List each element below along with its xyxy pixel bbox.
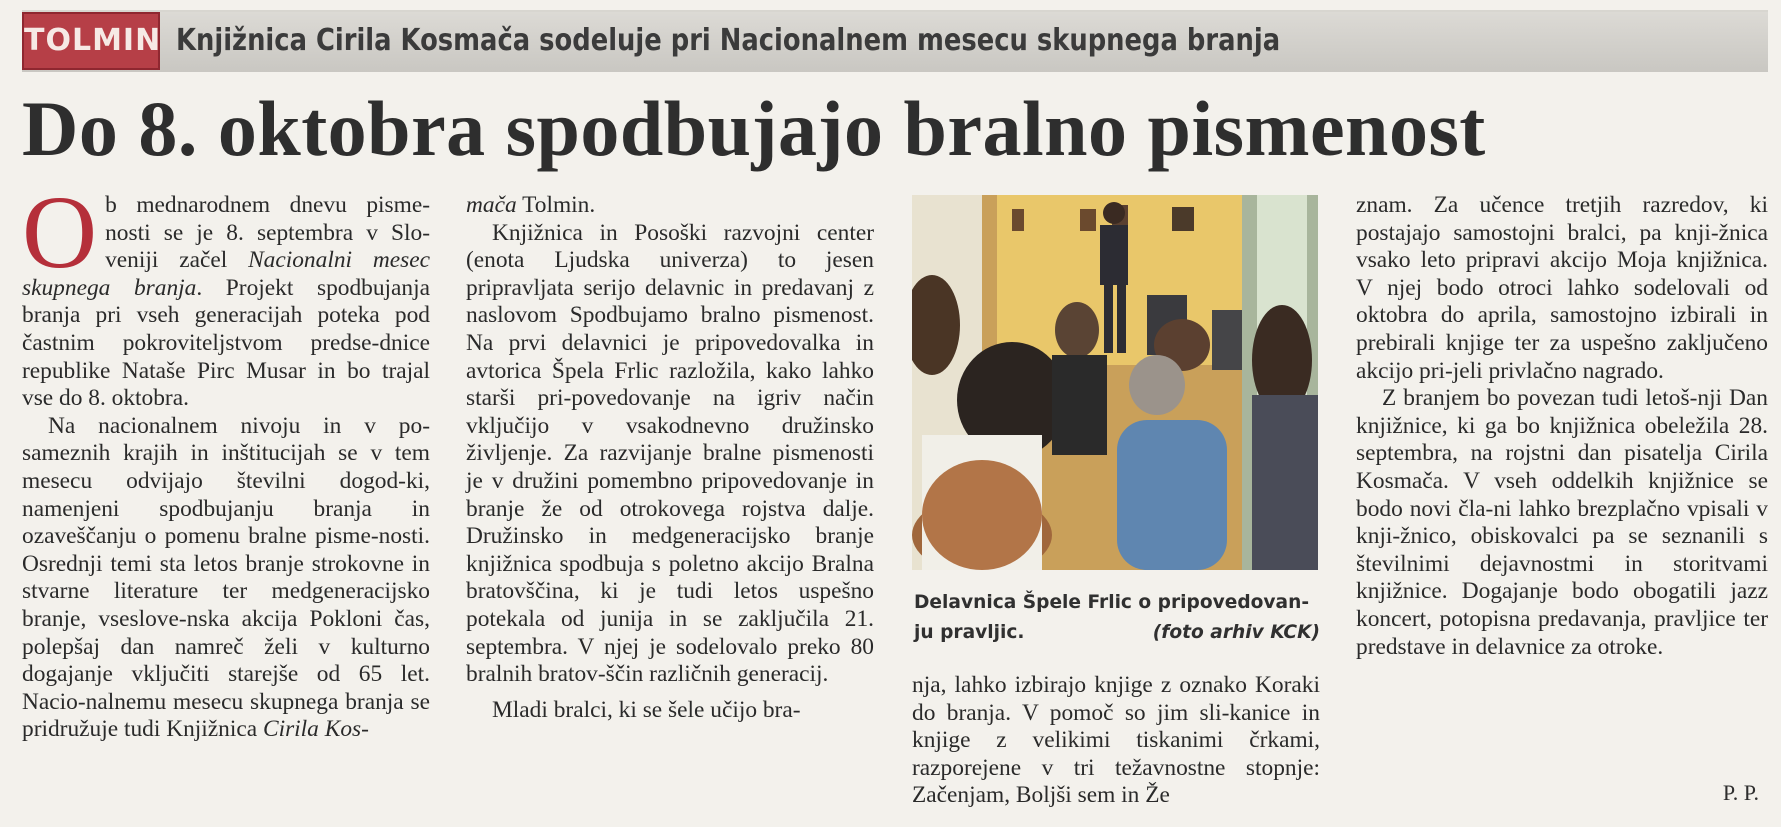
paragraph: znam. Za učence tretjih razredov, ki postajajo samostojni bralci, pa knji-žnica vsako leto pripravi akcijo Moja knjižnica. V njej bodo otroci lahko sodelovali od oktobra do aprila, samostojno izbirali in prebirali knjige ter za uspešno zaključeno akcijo pri-jeli privlačno nagrado. xyxy=(1356,192,1768,384)
article-photo xyxy=(912,195,1318,570)
column-2 xyxy=(466,192,874,724)
section-tag: TOLMIN xyxy=(22,12,160,70)
headline: Do 8. oktobra spodbujajo bralno pismenost xyxy=(22,85,1486,172)
photo-caption xyxy=(914,588,1320,648)
column-1 xyxy=(22,175,431,744)
paragraph: nja, lahko izbirajo knjige z oznako Koraki do branja. V pomoč so jim sli-kanice in knjige z velikimi tiskanimi črkami, razporejene v tri težavnostne stopnje: Začenjam, Boljši sem in Že xyxy=(912,672,1320,809)
paragraph: Ob mednarodnem dnevu pisme-nosti se je 8. septembra v Slo-veniji začel Nacionalni mesec skupnega branja. Projekt spodbujanja branja pri vseh generacijah poteka pod častnim pokroviteljstvom predse-dnice republike Nataše Pirc Musar in bo trajal vse do 8. oktobra. xyxy=(22,175,431,412)
paragraph: mača Tolmin. xyxy=(466,192,596,218)
paragraph: Z branjem bo povezan tudi letoš-nji Dan knjižnice, ki ga bo knjižnica obeležila 28. septembra, na rojstni dan pisatelja Cirila Kosmača. V vseh oddelkih knjižnice se bodo novi čla-ni lahko brezplačno vpisali v knji-žnico, obiskovalci pa se seznanili s številnimi dejavnostmi in storitvami knjižnice. Dogajanje bodo obogatili jazz koncert, potopisna predavanja, pravljice ter predstave in delavnice za otroke. xyxy=(1356,385,1768,660)
paragraph: Mladi bralci, ki se šele učijo bra- xyxy=(492,696,801,723)
author-signature: P. P. xyxy=(1722,780,1759,805)
paragraph: Knjižnica in Posoški razvojni center (enota Ljudska univerza) to jesen pripravljata serijo delavnic in predavanj z naslovom Spodbujamo bralno pismenost. Na prvi delavnici je pripovedovalka in avtorica Špela Frlic razložila, kako lahko starši pri-povedovanje na igriv način vključijo v vsakodnevno družinsko življenje. Za razvijanje bralne pismenosti je v družini pomembno pripovedovanje in branje že od otrokovega rojstva dalje. Družinsko in medgeneracijsko branje knjižnica spodbuja s poletno akcijo Bralna bratovščina, ki je tudi letos uspešno potekala od junija in se zaključila 21. septembra. V njej je sodelovalo preko 80 bralnih bratov-ščin različnih generacij. xyxy=(466,219,874,688)
caption-text: Delavnica Špele Frlic o pripovedovan-ju pravljic. xyxy=(914,592,1310,643)
dropcap: O xyxy=(22,175,98,290)
workshop-photo-illustration xyxy=(912,195,1318,570)
paragraph: Na nacionalnem nivoju in v po-sameznih krajih in inštitucijah se v tem mesecu odvijajo številni dogod-ki, namenjeni spodbujanju branja in ozaveščanju o pomenu bralne pisme-nosti. Osrednji temi sta letos branje strokovne in stvarne literature ter medgeneracijsko branje, vseslove-nska akcija Pokloni čas, polepšaj dan namreč želi v kulturno dogajanje vključiti starejše od 65 let. Nacio-nalnemu mesecu skupnega branja se pridružuje tudi Knjižnica Cirila Kos- xyxy=(22,412,430,743)
column-3 xyxy=(912,672,1320,810)
column-4 xyxy=(1356,192,1768,661)
photo-credit: (foto arhiv KCK) xyxy=(1152,622,1320,643)
kicker: Knjižnica Cirila Kosmača sodeluje pri Nacionalnem mesecu skupnega branja xyxy=(176,23,1281,58)
